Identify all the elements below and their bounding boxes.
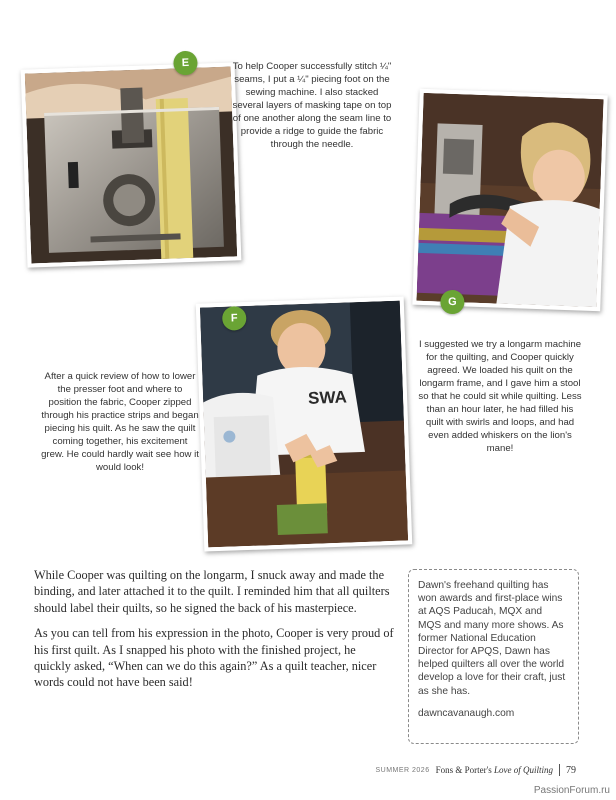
page-number: 79 — [566, 764, 576, 776]
shirt-print: SWA — [307, 387, 348, 408]
sewing-machine-plate-illustration — [25, 66, 238, 263]
photo-f-caption: After a quick review of how to lower the presser foot and where to position the fabric, Cooper zipped through his practice strips and began piecing his quilt. As he saw the quilt coming together, his excitement grew. He could hardly wait see how it would look! — [41, 371, 199, 473]
photo-e-caption: To help Cooper successfully stitch ¼" seams, I put a ¼" piecing foot on the sewing machine. I also stacked several layers of masking tape on top of one another along the seam line to provide a ridge to guide the fabric through the needle. — [232, 61, 392, 150]
issue-date: SUMMER 2026 — [375, 766, 430, 774]
article-body — [34, 567, 394, 700]
body-paragraph-1: While Cooper was quilting on the longarm, I snuck away and made the binding, and later attached it to the quilt. I reminded him that all quilters should label their quilts, so he signed the back of his masterpiece. — [34, 568, 390, 615]
author-bio-text: Dawn's freehand quilting has won awards and first-place wins at AQS Paducah, MQX and MQS and many more shows. As former National Education Director for APQS, Dawn has helped quilters all over the world develop a love for their craft, just as she has. — [418, 580, 566, 697]
magazine-name-title: Love of Quilting — [494, 765, 553, 775]
author-bio-box — [408, 569, 579, 744]
author-website-link[interactable]: dawncavanaugh.com — [418, 707, 515, 719]
photo-f-badge: F — [222, 306, 247, 331]
magazine-name-prefix: Fons & Porter's — [435, 765, 492, 775]
magazine-name — [436, 765, 553, 775]
photo-g-caption: I suggested we try a longarm machine for the quilting, and Cooper quickly agreed. We loaded his quilt on the longarm frame, and I gave him a stool so that he could sit while quilting. Less than an hour later, he had filled his quilt with swirls and loops, and had even added whiskers on the lion's mane! — [418, 339, 582, 454]
photo-g — [412, 89, 607, 311]
photo-e — [21, 56, 242, 267]
photo-e-badge: E — [173, 51, 198, 76]
cooper-sewing-illustration — [200, 301, 408, 548]
photo-g-image — [416, 93, 603, 307]
photo-g-badge: G — [440, 290, 465, 315]
longarm-quilting-illustration — [416, 93, 603, 307]
watermark: PassionForum.ru — [533, 785, 610, 796]
photo-f-image — [200, 301, 408, 548]
body-paragraph-2: As you can tell from his expression in the photo, Cooper is very proud of his first quilt. As I snapped his photo with the finished project, he quickly asked, “When can we do this again?” As a quilt teacher, nicer words could not have been said! — [34, 626, 394, 690]
page-footer — [375, 764, 576, 776]
photo-e-image — [25, 66, 238, 263]
photo-f — [196, 296, 413, 551]
footer-divider — [559, 764, 560, 776]
